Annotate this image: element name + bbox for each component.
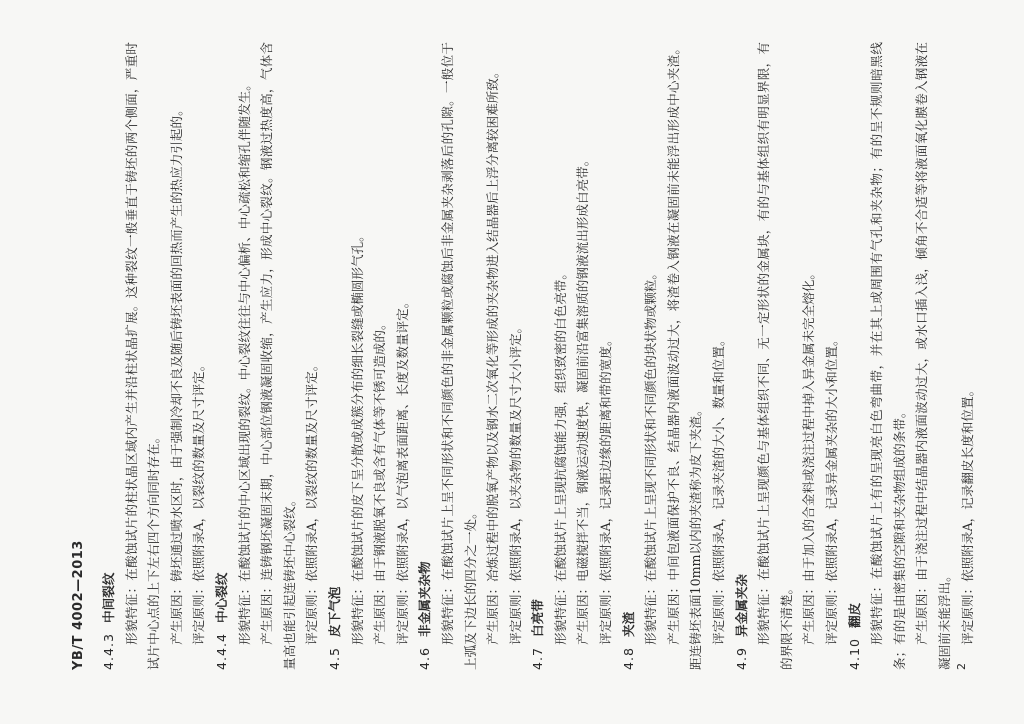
paragraph: 评定原则：依照附录A，以裂纹的数量及尺寸评定。: [191, 358, 207, 645]
section-number: 4.6: [417, 646, 433, 670]
paragraph: 评定原则：依照附录A，记录翻皮长度和位置。: [959, 383, 975, 645]
paragraph: 评定原则：依照附录A，以夹杂物的数量及尺寸大小评定。: [507, 320, 523, 645]
section-title: 白亮带: [530, 599, 546, 637]
paragraph: 形貌特征：在酸蚀试片的皮下呈分散或成簇分布的细长裂缝或椭圆形气孔。: [349, 229, 365, 645]
paragraph: 产生原因：由于钢液脱氧不良或含有气体等不锈可造成的。: [372, 317, 388, 645]
paragraph: 评定原则：依照附录A，记录异金属夹杂的大小和位置。: [824, 333, 839, 645]
paragraph: 产生原因：中间包液面保护不良、结晶器内液面波动过大，将渣卷入钢液在凝固前未能浮出形成中心夹渣。距连铸坯表面10mm以内的夹渣称为皮下夹渣。: [665, 42, 704, 670]
section-heading: [844, 42, 867, 670]
paragraph: 形貌特征：在酸蚀试片上有的呈现亮白色弯曲带，并在其上或周围有气孔和夹杂物；有的呈不规则暗黑线条；有的是由密集的空隙和夹杂物组成的条带。: [869, 42, 907, 670]
section-heading: [618, 42, 641, 670]
paragraph: 形貌特征：在酸蚀试片上呈现颜色与基体组织不同、无一定形状的金属块，有的与基体组织有明显界限，有的界限不清楚。: [756, 42, 794, 670]
paragraph: 产生原因：电磁搅拌不当，钢液运动速度快，凝固前沿富集溶质的钢液流出形成白亮带。: [575, 153, 591, 645]
paragraph: 评定原则：依照附录A，记录夹渣的大小、数量和位置。: [711, 333, 727, 645]
paragraph: 产生原因：铸坯通过喷水区时，由于强制冷却不良及随后铸坯表面的回热而产生的热应力引起的。: [168, 103, 184, 645]
section-title: 非金属夹杂物: [417, 561, 433, 637]
section-heading: [527, 42, 550, 670]
section-number: 4.5: [326, 646, 342, 670]
section-heading: [414, 42, 437, 670]
section-title: 中间裂纹: [101, 572, 116, 623]
paragraph: 产生原因：连铸钢坯凝固末期，中心部位钢液凝固收缩，产生应力，形成中心裂纹。钢液过热度高，气体含量高也能引起连铸坯中心裂纹。: [259, 42, 297, 670]
page-number: 2: [955, 663, 969, 670]
paragraph: 产生原因：由于浇注过程中结晶器内液面波动过大，或水口插入浅，倾角不合适等将液面氧化膜卷入钢液在凝固前未能浮出。: [914, 42, 952, 670]
paragraph: 形貌特征：在酸蚀试片的中心区域出现的裂纹。中心裂纹往往与中心偏析、中心疏松和缩孔伴随发生。: [236, 78, 252, 645]
page-body: [68, 42, 975, 670]
document-page: [42, 12, 982, 712]
paragraph: 产生原因：冶炼过程中的脱氧产物以及钢水二次氧化等形成的夹杂物进入结晶器后上浮分离较困难所致。: [485, 65, 501, 645]
paragraph: 形貌特征：在酸蚀试片的柱状晶区域内产生并沿柱状晶扩展。这种裂纹一般垂直于铸坯的两个侧面，严重时试片中心点的上下左右四个方向同时存在。: [123, 42, 162, 670]
section-heading: [731, 42, 754, 670]
section-heading: [324, 42, 347, 670]
section-heading: [211, 42, 234, 670]
section-number: 4.4.4: [213, 632, 229, 670]
section-number: 4.4.3: [101, 632, 116, 670]
section-number: 4.7: [530, 646, 546, 670]
paragraph: 评定原则：依照附录A，记录距边缘的距离和带的宽度。: [598, 333, 614, 645]
section-number: 4.8: [620, 646, 636, 670]
section-number: 4.10: [846, 637, 862, 670]
paragraph: 形貌特征：在酸蚀试片上呈现抗腐蚀能力强，组织致密的白色亮带。: [552, 267, 568, 645]
section-heading: [98, 42, 121, 670]
section-number: 4.9: [733, 646, 749, 670]
section-title: 异金属夹杂: [733, 574, 749, 637]
section-title: 中心裂纹: [213, 572, 229, 623]
paragraph: 形貌特征：在酸蚀试片上呈现不同形状和不同颜色的块状物或颗粒。: [643, 267, 659, 645]
section-title: 皮下气泡: [326, 586, 342, 637]
paragraph: 评定原则：依照附录A，以气泡离表面距离、长度及数量评定。: [394, 295, 410, 645]
paragraph: 评定原则：依照附录A，以裂纹的数量及尺寸评定。: [304, 358, 320, 645]
paragraph: 形貌特征：在酸蚀试片上呈不同形状和不同颜色的非金属颗粒或腐蚀后非金属夹杂剥落后的孔隙。一般位于上弧及下边长的四分之一处。: [439, 42, 478, 670]
standard-number: YB/T 4002—2013: [71, 540, 86, 670]
section-title: 翻皮: [846, 602, 862, 628]
paragraph: 产生原因：由于加入的合金料或浇注过程中掉入异金属未完全熔化。: [801, 267, 817, 645]
section-title: 夹渣: [620, 611, 636, 637]
